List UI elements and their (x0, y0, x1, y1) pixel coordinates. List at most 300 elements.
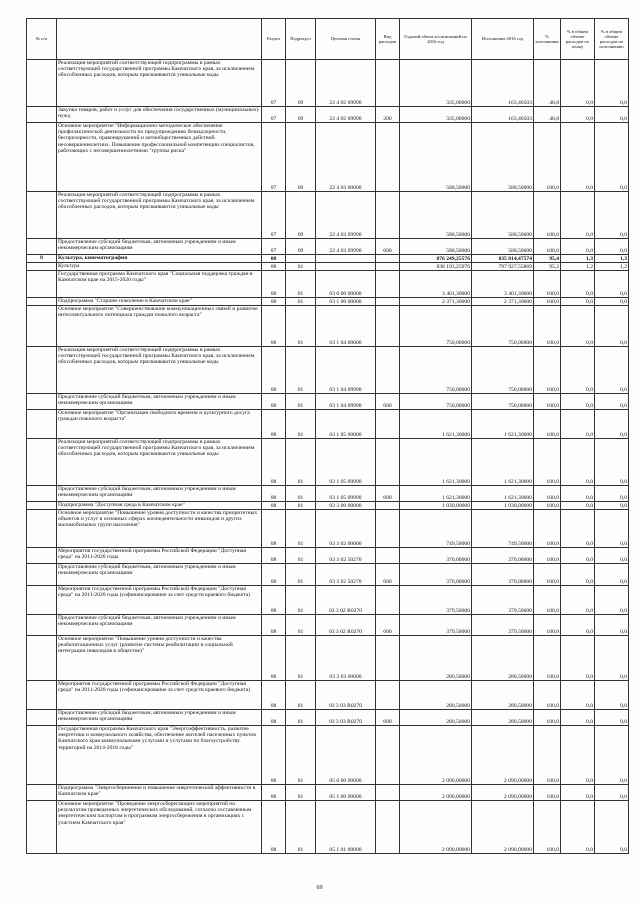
row-share-exec: 0,0 (595, 394, 629, 410)
row-share-exec: 0,0 (595, 710, 629, 726)
row-share-exec: 0,0 (595, 681, 629, 710)
row-pct: 100,0 (534, 271, 561, 298)
table-row (27, 510, 629, 548)
row-subsection: 09 (286, 107, 316, 123)
row-share-exec: 0,0 (595, 615, 629, 636)
row-index (27, 710, 57, 726)
row-exec: 750,00000 (472, 394, 534, 410)
row-subsection: 01 (286, 636, 316, 681)
row-index (27, 726, 57, 785)
row-section: 08 (262, 306, 286, 347)
row-target: 03 1 04 09990 (316, 394, 376, 410)
row-section: 08 (262, 548, 286, 564)
row-exptype: 600 (376, 486, 400, 502)
row-subsection: 01 (286, 681, 316, 710)
row-share-exec: 0,0 (595, 107, 629, 123)
row-exptype (376, 306, 400, 347)
row-share-plan: 0,0 (561, 502, 595, 510)
row-plan: 750,00000 (400, 306, 472, 347)
row-share-plan: 0,0 (561, 410, 595, 439)
row-pct: 100,0 (534, 586, 561, 615)
row-subsection: 09 (286, 60, 316, 107)
row-name: Предоставление субсидий бюджетным, автономным учреждениям и иным некоммерческим организациям (57, 486, 262, 502)
row-index (27, 60, 57, 107)
row-index (27, 271, 57, 298)
table-row (27, 785, 629, 801)
row-plan: 335,00000 (400, 107, 472, 123)
row-section: 08 (262, 510, 286, 548)
row-name: Основное мероприятие "Повышение уровня доступности и качества реабилитационных услуг (развитие системы реабилитации и социальной интеграции инвалидов в обществе)" (57, 636, 262, 681)
row-exec: 1 030,00000 (472, 502, 534, 510)
row-index (27, 306, 57, 347)
row-pct: 100,0 (534, 785, 561, 801)
row-target: 22 4 03 09990 (316, 239, 376, 255)
row-exptype: 600 (376, 615, 400, 636)
row-share-exec: 0,0 (595, 60, 629, 107)
row-share-plan: 0,0 (561, 726, 595, 785)
row-exec: 588,50000 (472, 239, 534, 255)
row-name: Предоставление субсидий бюджетным, автономным учреждениям и иным некоммерческим организациям (57, 239, 262, 255)
row-share-plan: 0,0 (561, 271, 595, 298)
row-name: Основное мероприятие "Проведение энергосберегающих мероприятий по результатам проведенных энергетических обследований, согласно составленным энергетическим паспортам и программам энергосбережения в организациях с участием Камчатского края" (57, 801, 262, 854)
row-index (27, 107, 57, 123)
row-plan: 280,50000 (400, 710, 472, 726)
row-plan: 2 090,00000 (400, 785, 472, 801)
row-share-exec: 0,0 (595, 726, 629, 785)
row-plan: 838 193,25976 (400, 263, 472, 271)
header-subsection: Подраздел (286, 19, 316, 60)
row-pct: 100,0 (534, 439, 561, 486)
row-exec: 2 090,00000 (472, 785, 534, 801)
row-index (27, 394, 57, 410)
row-name: Государственная программа Камчатского края "Энергоэффективность, развитие энергетики и коммунального хозяйства, обеспечение жителей населенных пунктов Камчатского края коммунальными услугами и услугами по благоустройству территорий на 2014-2018 годы" (57, 726, 262, 785)
row-subsection: 01 (286, 726, 316, 785)
row-exec: 588,50000 (472, 123, 534, 192)
row-pct: 100,0 (534, 123, 561, 192)
row-pct: 100,0 (534, 636, 561, 681)
row-target (316, 255, 376, 263)
row-name: Предоставление субсидий бюджетным, автономным учреждениям и иным некоммерческим организациям (57, 394, 262, 410)
row-exptype (376, 510, 400, 548)
row-target: 03 1 04 09990 (316, 347, 376, 394)
row-plan: 588,50000 (400, 123, 472, 192)
table-row (27, 586, 629, 615)
row-target: 03 1 00 00000 (316, 298, 376, 306)
row-name: Мероприятия государственной программы Российской Федерации "Доступная среда" на 2011-2020 годы (софинансирование за счет средств краевого бюджета) (57, 681, 262, 710)
header-exptype: Вид расходов (376, 19, 400, 60)
row-section: 08 (262, 636, 286, 681)
row-section: 08 (262, 271, 286, 298)
row-plan: 370,00000 (400, 548, 472, 564)
row-plan: 335,00000 (400, 60, 472, 107)
header-share-plan: % в общем объеме расходов по плану (561, 19, 595, 60)
row-plan: 2 090,00000 (400, 726, 472, 785)
row-subsection: 01 (286, 615, 316, 636)
row-name: Подпрограмма "Старшее поколение в Камчатском крае" (57, 298, 262, 306)
row-plan: 1 030,00000 (400, 502, 472, 510)
table-row (27, 726, 629, 785)
row-target: 03 1 04 00000 (316, 306, 376, 347)
row-exec: 2 371,30000 (472, 298, 534, 306)
row-exptype (376, 255, 400, 263)
row-index (27, 123, 57, 192)
row-target: 03 3 02 R0270 (316, 615, 376, 636)
row-index (27, 486, 57, 502)
row-name: Реализация мероприятий соответствующей подпрограммы в рамках соответствующей государственной программы Камчатского края, за исключением обособленных расходов, которым присваиваются уникальные коды (57, 192, 262, 239)
row-plan: 379,50000 (400, 586, 472, 615)
row-target: 03 3 02 00000 (316, 510, 376, 548)
row-name: Подпрограмма "Доступная среда в Камчатском крае" (57, 502, 262, 510)
row-section: 08 (262, 785, 286, 801)
row-name: Культура, кинематография (57, 255, 262, 263)
table-row (27, 255, 629, 263)
row-section: 08 (262, 586, 286, 615)
row-exec: 1 621,30000 (472, 410, 534, 439)
row-section: 07 (262, 192, 286, 239)
row-subsection: 01 (286, 263, 316, 271)
row-index (27, 263, 57, 271)
row-section: 07 (262, 60, 286, 107)
row-subsection: 01 (286, 410, 316, 439)
row-pct: 100,0 (534, 681, 561, 710)
row-exec: 1 621,30000 (472, 486, 534, 502)
row-section: 08 (262, 439, 286, 486)
row-exptype (376, 192, 400, 239)
row-name: Предоставление субсидий бюджетным, автономным учреждениям и иным некоммерческим организациям (57, 710, 262, 726)
table-row (27, 486, 629, 502)
row-share-plan: 0,0 (561, 347, 595, 394)
row-index (27, 785, 57, 801)
row-index (27, 347, 57, 394)
row-subsection: 01 (286, 785, 316, 801)
row-share-exec: 1,3 (595, 255, 629, 263)
row-share-exec: 0,0 (595, 306, 629, 347)
row-pct: 100,0 (534, 347, 561, 394)
row-exptype (376, 785, 400, 801)
row-index (27, 502, 57, 510)
row-exec: 797 927,55869 (472, 263, 534, 271)
row-target: 05 1 00 00000 (316, 785, 376, 801)
row-target: 22 4 02 09990 (316, 60, 376, 107)
row-pct: 48,8 (534, 60, 561, 107)
row-plan: 2 090,00000 (400, 801, 472, 854)
row-pct: 100,0 (534, 710, 561, 726)
row-name: Предоставление субсидий бюджетным, автономным учреждениям и иным некоммерческим организациям (57, 615, 262, 636)
row-index (27, 564, 57, 586)
row-target: 03 3 00 00000 (316, 502, 376, 510)
row-index (27, 801, 57, 854)
row-name: Основное мероприятие "Организация свободного времени и культурного досуга граждан пожилого возраста" (57, 410, 262, 439)
row-exptype (376, 298, 400, 306)
row-exptype (376, 271, 400, 298)
row-share-plan: 0,0 (561, 548, 595, 564)
row-plan: 588,50000 (400, 239, 472, 255)
header-pct: % исполнения (534, 19, 561, 60)
row-share-plan: 1,3 (561, 255, 595, 263)
row-share-plan: 0,0 (561, 486, 595, 502)
row-plan: 280,50000 (400, 636, 472, 681)
table-row (27, 564, 629, 586)
row-subsection: 09 (286, 123, 316, 192)
row-exptype (376, 410, 400, 439)
row-exec: 163,46503 (472, 60, 534, 107)
row-plan: 876 249,25576 (400, 255, 472, 263)
row-plan: 3 401,30000 (400, 271, 472, 298)
row-pct: 95,2 (534, 263, 561, 271)
table-row (27, 298, 629, 306)
row-section: 08 (262, 486, 286, 502)
row-target: 03 1 05 00000 (316, 410, 376, 439)
row-section: 07 (262, 107, 286, 123)
row-pct: 100,0 (534, 564, 561, 586)
row-exptype: 600 (376, 239, 400, 255)
row-pct: 100,0 (534, 486, 561, 502)
row-share-exec: 0,0 (595, 271, 629, 298)
row-section: 08 (262, 298, 286, 306)
row-name: Реализация мероприятий соответствующей подпрограммы в рамках соответствующей государственной программы Камчатского края, за исключением обособленных расходов, которым присваиваются уникальные коды (57, 439, 262, 486)
row-exec: 2 090,00000 (472, 801, 534, 854)
table-row (27, 394, 629, 410)
row-exptype (376, 681, 400, 710)
row-exptype: 600 (376, 394, 400, 410)
row-section: 08 (262, 502, 286, 510)
row-share-exec: 0,0 (595, 502, 629, 510)
row-share-plan: 0,0 (561, 785, 595, 801)
row-pct: 48,8 (534, 107, 561, 123)
table-header-row (27, 19, 629, 60)
row-share-exec: 0,0 (595, 564, 629, 586)
row-subsection: 01 (286, 394, 316, 410)
row-plan: 750,00000 (400, 347, 472, 394)
row-share-plan: 0,0 (561, 710, 595, 726)
row-share-plan: 0,0 (561, 239, 595, 255)
row-share-exec: 0,0 (595, 298, 629, 306)
row-name: Основное мероприятие "Информационно-методическое обеспечение профилактической деятельности по предупреждению безнадзорности, беспризорности, правонарушений и антиобщественных действий несовершеннолетних. Повышение профессиональной компетенции специалистов, работающих с несовершеннолетними "группы риска" (57, 123, 262, 192)
row-exec: 379,50000 (472, 586, 534, 615)
row-plan: 588,50000 (400, 192, 472, 239)
row-index (27, 239, 57, 255)
row-subsection: 01 (286, 439, 316, 486)
row-share-plan: 0,0 (561, 681, 595, 710)
row-section: 08 (262, 564, 286, 586)
row-pct: 100,0 (534, 239, 561, 255)
row-target: 03 3 03 R0270 (316, 681, 376, 710)
row-name: Мероприятия государственной программы Российской Федерации "Доступная среда" на 2011-2020 годы (57, 548, 262, 564)
row-section: 08 (262, 410, 286, 439)
row-name: Предоставление субсидий бюджетным, автономным учреждениям и иным некоммерческим организациям (57, 564, 262, 586)
row-pct: 100,0 (534, 502, 561, 510)
row-exptype (376, 60, 400, 107)
header-plan: Годовой объем ассигнований на 2016 год (400, 19, 472, 60)
row-subsection: 01 (286, 486, 316, 502)
row-share-plan: 0,0 (561, 615, 595, 636)
row-pct: 100,0 (534, 615, 561, 636)
row-index (27, 681, 57, 710)
row-subsection: 09 (286, 192, 316, 239)
row-section: 08 (262, 347, 286, 394)
table-row (27, 263, 629, 271)
table-row (27, 801, 629, 854)
header-target: Целевая статья (316, 19, 376, 60)
row-section: 08 (262, 681, 286, 710)
row-exptype (376, 636, 400, 681)
table-row (27, 306, 629, 347)
row-target: 22 4 03 00000 (316, 123, 376, 192)
row-exptype (376, 548, 400, 564)
row-share-plan: 0,0 (561, 801, 595, 854)
row-index (27, 298, 57, 306)
table-row (27, 710, 629, 726)
row-target: 03 1 05 09990 (316, 486, 376, 502)
row-target: 03 3 03 R0270 (316, 710, 376, 726)
row-exptype (376, 801, 400, 854)
row-index (27, 439, 57, 486)
row-exec: 749,50000 (472, 510, 534, 548)
table-row (27, 107, 629, 123)
row-exec: 379,50000 (472, 615, 534, 636)
row-share-exec: 0,0 (595, 510, 629, 548)
header-num: № п/п (27, 19, 57, 60)
row-share-plan: 0,0 (561, 192, 595, 239)
row-share-exec: 0,0 (595, 347, 629, 394)
row-share-plan: 0,0 (561, 306, 595, 347)
row-subsection: 01 (286, 298, 316, 306)
row-share-exec: 0,0 (595, 801, 629, 854)
row-target: 05 1 01 00000 (316, 801, 376, 854)
budget-table (26, 18, 629, 854)
header-name (57, 19, 262, 60)
row-share-exec: 0,0 (595, 636, 629, 681)
row-share-plan: 0,0 (561, 107, 595, 123)
row-pct: 100,0 (534, 306, 561, 347)
row-exec: 835 814,47574 (472, 255, 534, 263)
page-number: 69 (316, 885, 323, 891)
row-pct: 100,0 (534, 726, 561, 785)
row-exptype (376, 263, 400, 271)
row-share-exec: 0,0 (595, 123, 629, 192)
row-exec: 3 401,30000 (472, 271, 534, 298)
table-row (27, 636, 629, 681)
row-plan: 1 621,30000 (400, 486, 472, 502)
row-name: Мероприятия государственной программы Российской Федерации "Доступная среда" на 2011-2020 годы (софинансирование за счет средств краевого бюджета) (57, 586, 262, 615)
row-pct: 100,0 (534, 801, 561, 854)
table-row (27, 123, 629, 192)
row-index (27, 410, 57, 439)
table-row (27, 239, 629, 255)
row-exptype (376, 586, 400, 615)
row-pct: 95,4 (534, 255, 561, 263)
row-share-plan: 0,0 (561, 439, 595, 486)
header-exec: Исполнение 2016 год (472, 19, 534, 60)
row-subsection: 01 (286, 564, 316, 586)
row-share-exec: 1,2 (595, 263, 629, 271)
row-target: 03 1 05 09990 (316, 439, 376, 486)
row-share-plan: 0,0 (561, 564, 595, 586)
row-index (27, 548, 57, 564)
row-index (27, 615, 57, 636)
row-name: Культура (57, 263, 262, 271)
row-target: 03 3 02 R0270 (316, 586, 376, 615)
row-subsection: 01 (286, 548, 316, 564)
table-row (27, 439, 629, 486)
row-share-plan: 1,2 (561, 263, 595, 271)
header-section: Раздел (262, 19, 286, 60)
row-exptype (376, 347, 400, 394)
row-name: Основное мероприятие "Повышение уровня доступности и качества приоритетных объектов и услуг в основных сферах жизнедеятельности инвалидов и других маломобильных групп населения" (57, 510, 262, 548)
row-share-exec: 0,0 (595, 192, 629, 239)
row-target: 03 0 00 00000 (316, 271, 376, 298)
row-share-exec: 0,0 (595, 785, 629, 801)
row-target: 22 4 03 09990 (316, 192, 376, 239)
row-exec: 750,00000 (472, 306, 534, 347)
row-exec: 1 621,30000 (472, 439, 534, 486)
row-subsection: 01 (286, 502, 316, 510)
row-subsection: 01 (286, 271, 316, 298)
table-row (27, 271, 629, 298)
row-section: 08 (262, 615, 286, 636)
row-section: 08 (262, 710, 286, 726)
row-exec: 2 090,00000 (472, 726, 534, 785)
row-share-exec: 0,0 (595, 586, 629, 615)
row-section: 08 (262, 801, 286, 854)
row-share-plan: 0,0 (561, 394, 595, 410)
table-row (27, 615, 629, 636)
row-target (316, 263, 376, 271)
row-share-exec: 0,0 (595, 410, 629, 439)
row-section: 08 (262, 263, 286, 271)
row-exptype (376, 726, 400, 785)
row-name: Подпрограмма "Энергосбережение и повышение энергетической эффективности в Камчатском крае" (57, 785, 262, 801)
table-row (27, 548, 629, 564)
row-exptype (376, 439, 400, 486)
row-pct: 100,0 (534, 510, 561, 548)
row-plan: 2 371,30000 (400, 298, 472, 306)
row-index (27, 636, 57, 681)
table-row (27, 60, 629, 107)
row-subsection: 09 (286, 239, 316, 255)
row-subsection: 01 (286, 306, 316, 347)
row-name: Реализация мероприятий соответствующей подпрограммы в рамках соответствующей государственной программы Камчатского края, за исключением обособленных расходов, которым присваиваются уникальные коды (57, 60, 262, 107)
table-row (27, 410, 629, 439)
row-share-exec: 0,0 (595, 486, 629, 502)
row-name: Государственная программа Камчатского края "Социальная поддержка граждан в Камчатском крае на 2015-2020 годы" (57, 271, 262, 298)
row-target: 05 0 00 00000 (316, 726, 376, 785)
table-row (27, 502, 629, 510)
row-exec: 280,50000 (472, 681, 534, 710)
row-plan: 1 621,30000 (400, 410, 472, 439)
row-plan: 750,00000 (400, 394, 472, 410)
table-row (27, 347, 629, 394)
row-exec: 750,00000 (472, 347, 534, 394)
row-share-plan: 0,0 (561, 586, 595, 615)
row-subsection (286, 255, 316, 263)
row-pct: 100,0 (534, 394, 561, 410)
row-share-plan: 0,0 (561, 298, 595, 306)
row-share-exec: 0,0 (595, 548, 629, 564)
row-subsection: 01 (286, 801, 316, 854)
row-exec: 280,50000 (472, 636, 534, 681)
row-exec: 588,50000 (472, 192, 534, 239)
row-index (27, 192, 57, 239)
row-share-plan: 0,0 (561, 636, 595, 681)
table-row (27, 192, 629, 239)
row-pct: 100,0 (534, 410, 561, 439)
row-exptype (376, 123, 400, 192)
row-name: Реализация мероприятий соответствующей подпрограммы в рамках соответствующей государственной программы Камчатского края, за исключением обособленных расходов, которым присваиваются уникальные коды (57, 347, 262, 394)
row-exec: 370,00000 (472, 548, 534, 564)
row-index: 8 (27, 255, 57, 263)
row-pct: 100,0 (534, 548, 561, 564)
